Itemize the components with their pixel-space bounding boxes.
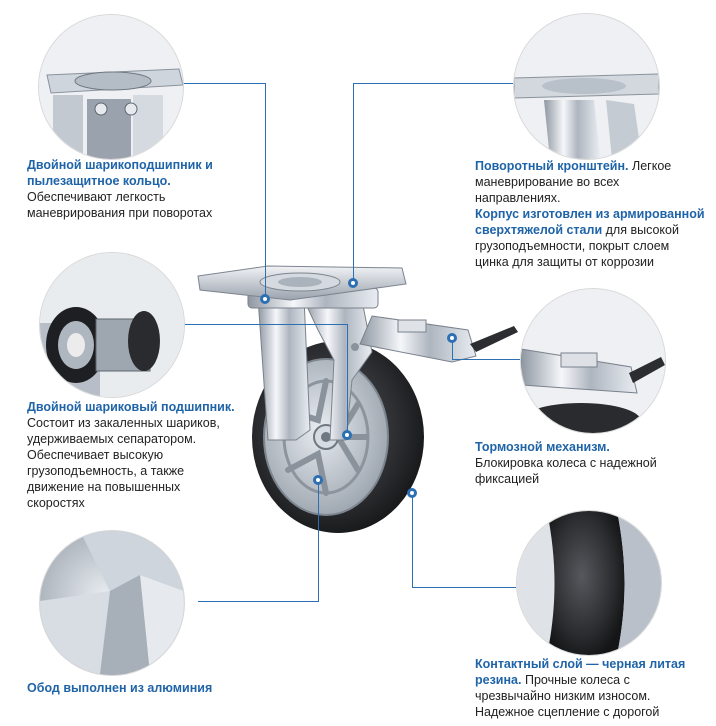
callout-text: Блокировка колеса с надежной фиксацией — [475, 456, 657, 486]
callout-tread — [475, 656, 700, 720]
connector-line — [198, 601, 319, 602]
connector-dot — [313, 475, 323, 485]
detail-circle-tread — [516, 510, 662, 656]
callout-title: Тормозной механизм. — [475, 440, 610, 454]
brake-lever — [360, 316, 518, 362]
connector-line — [318, 480, 319, 602]
callout-title-2: Корпус изготовлен из армированной сверхтяжелой стали — [475, 207, 705, 237]
detail-circle-brake — [520, 288, 666, 434]
connector-line — [347, 324, 348, 436]
callout-bracket — [475, 158, 705, 270]
connector-line — [265, 83, 266, 300]
connector-line — [183, 324, 348, 325]
callout-text: Обеспечивают легкость маневрирования при поворотах — [27, 190, 213, 220]
callout-brake — [475, 439, 700, 487]
connector-dot — [447, 333, 457, 343]
callout-title: Двойной шарикоподшипник и пылезащитное кольцо. — [27, 158, 213, 188]
connector-line — [452, 359, 520, 360]
connector-line — [412, 493, 413, 588]
connector-line — [412, 587, 516, 588]
callout-title: Контактный слой — черная литая резина. — [475, 657, 686, 687]
connector-dot — [407, 488, 417, 498]
detail-circle-bearing-top — [38, 14, 184, 160]
connector-line — [353, 83, 354, 283]
callout-text: Прочные колеса с чрезвычайно низким износом. Надежное сцепление с дорогой — [475, 673, 660, 719]
connector-dot — [342, 430, 352, 440]
callout-bearing-wheel — [27, 399, 237, 511]
connector-dot — [260, 294, 270, 304]
callout-text: Легкое маневрирование во всех направлениях. — [475, 159, 672, 205]
connector-dot — [348, 278, 358, 288]
detail-circle-bracket — [513, 13, 660, 160]
detail-circle-bearing-wheel — [39, 252, 185, 398]
callout-title: Поворотный кронштейн. — [475, 159, 629, 173]
callout-title: Обод выполнен из алюминия — [27, 681, 213, 695]
detail-circle-rim — [39, 530, 185, 676]
callout-text-2: для высокой грузоподъемности, покрыт слоем цинка для защиты от коррозии — [475, 223, 679, 269]
callout-bearing-top — [27, 157, 237, 221]
connector-line — [353, 83, 513, 84]
callout-text: Состоит из закаленных шариков, удерживаемых сепаратором. Обеспечивает высокую грузоподъемность, а также движение на повышенных скоростях — [27, 416, 220, 510]
callout-title: Двойной шариковый подшипник. — [27, 400, 235, 414]
callout-rim — [27, 680, 247, 696]
